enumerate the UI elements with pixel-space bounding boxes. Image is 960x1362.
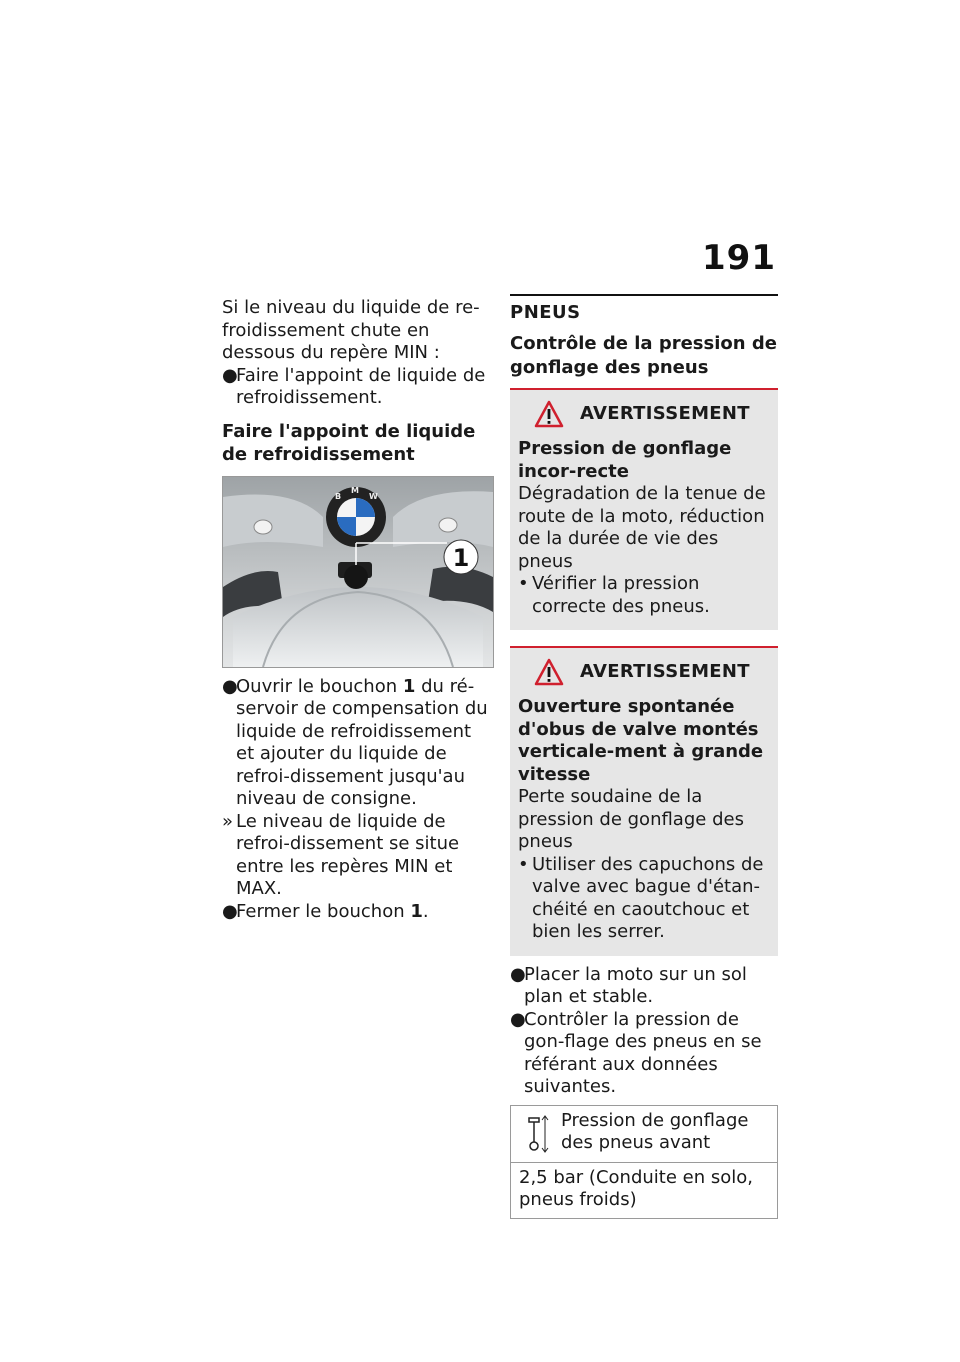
list-item: ● Faire l'appoint de liquide de refroidissement. xyxy=(222,364,486,408)
tire-pressure-gauge-icon xyxy=(524,1114,550,1154)
warning-title: AVERTISSEMENT xyxy=(580,402,750,424)
list-item: ● Ouvrir le bouchon 1 du ré-servoir de compensation du liquide de refroidissement et ajouter du liquide de refroi-dissement jusqu'au niveau de consigne. xyxy=(222,675,488,809)
list-item: ● Placer la moto sur un sol plan et stable. xyxy=(510,963,747,1007)
emblem-letter: W xyxy=(369,491,378,501)
procedure-step-list xyxy=(510,964,778,1099)
figure-callout-label: 1 xyxy=(452,543,470,572)
page-number: 191 xyxy=(702,238,776,278)
emblem-letter: B xyxy=(335,491,342,501)
intro-text: Si le niveau du liquide de re-froidissement chute en dessous du repère MIN : xyxy=(222,297,480,363)
warning-text: Perte soudaine de la pression de gonflage des pneus xyxy=(518,786,744,852)
spec-label: Pression de gonflage des pneus avant xyxy=(561,1109,749,1153)
warning-triangle-icon xyxy=(534,400,564,428)
warning-box xyxy=(510,646,778,956)
left-column xyxy=(222,297,494,923)
list-item: • Utiliser des capuchons de valve avec bague d'étan-chéité en caoutchouc et bien les serrer. xyxy=(518,853,764,942)
warning-heading: Pression de gonflage incor-recte xyxy=(518,438,732,482)
warning-title: AVERTISSEMENT xyxy=(580,660,750,682)
spec-value: 2,5 bar (Conduite en solo, pneus froids) xyxy=(519,1166,753,1210)
emblem-letter: M xyxy=(351,485,359,495)
warning-triangle-icon xyxy=(534,658,564,686)
warning-text: Dégradation de la tenue de route de la moto, réduction de la durée de vie des pneus xyxy=(518,483,766,572)
list-item: ● Fermer le bouchon 1. xyxy=(222,900,429,922)
section-subtitle: Contrôle de la pression de gonflage des pneus xyxy=(510,333,777,378)
coolant-reservoir-photo xyxy=(222,476,494,668)
subsection-heading: Faire l'appoint de liquide de refroidissement xyxy=(222,420,476,465)
list-item: • Vérifier la pression correcte des pneus. xyxy=(518,573,710,617)
list-item: ● Contrôler la pression de gon-flage des pneus en se référant aux données suivantes. xyxy=(510,1008,762,1097)
warning-heading: Ouverture spontanée d'obus de valve montés verticale-ment à grande vitesse xyxy=(518,696,764,785)
coolant-reservoir-illustration xyxy=(223,477,493,667)
section-header xyxy=(510,294,778,380)
spec-table xyxy=(510,1105,778,1219)
intro-bullet-list xyxy=(222,365,494,410)
right-column xyxy=(510,294,778,1219)
warning-box xyxy=(510,388,778,630)
list-item: » Le niveau de liquide de refroi-dissement se situe entre les repères MIN et MAX. xyxy=(222,810,460,899)
procedure-step-list xyxy=(222,676,494,924)
section-title: PNEUS xyxy=(510,302,581,323)
